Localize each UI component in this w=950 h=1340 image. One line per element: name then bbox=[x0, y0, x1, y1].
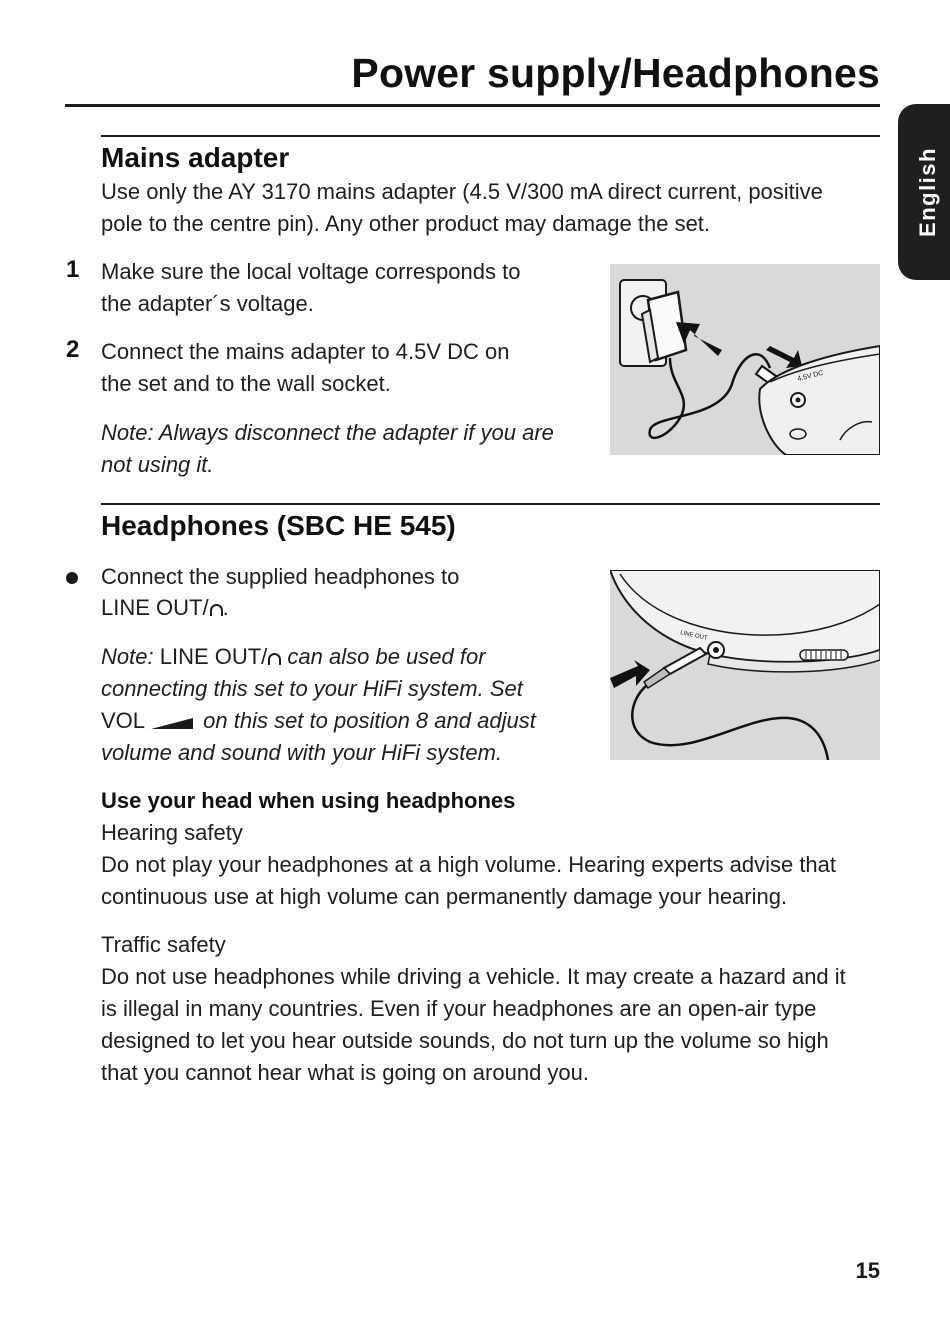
hearing-safety-title: Hearing safety bbox=[101, 820, 243, 845]
mains-adapter-illustration bbox=[610, 264, 880, 455]
line-out-socket-label: LINE OUT bbox=[679, 630, 708, 642]
section-rule-mains bbox=[101, 135, 880, 137]
bullet-point bbox=[66, 572, 78, 584]
sentence-end: . bbox=[222, 595, 229, 620]
safety-heading: Use your head when using headphones bbox=[101, 788, 516, 813]
headphones-note-line-1 bbox=[101, 641, 486, 673]
headphones-icon bbox=[210, 604, 223, 616]
headphones-bullet-line-2 bbox=[101, 592, 229, 624]
step-2-line-1: Connect the mains adapter to 4.5V DC on bbox=[101, 339, 510, 364]
headphones-note-line-2: connecting this set to your HiFi system. Set bbox=[101, 676, 523, 701]
page-number: 15 bbox=[855, 1258, 880, 1283]
title-rule bbox=[65, 104, 880, 107]
headphones-bullet-line-1: Connect the supplied headphones to bbox=[101, 564, 460, 589]
step-number: 2 bbox=[66, 336, 80, 363]
step-1-line-1: Make sure the local voltage corresponds to bbox=[101, 259, 521, 284]
mains-intro-line-1: Use only the AY 3170 mains adapter (4.5 V/300 mA direct current, positive bbox=[101, 179, 823, 204]
mains-note-line-2: not using it. bbox=[101, 452, 214, 477]
page-title: Power supply/Headphones bbox=[351, 50, 880, 96]
headphones-connection-illustration bbox=[610, 570, 880, 760]
mains-adapter-heading: Mains adapter bbox=[101, 142, 290, 173]
line-out-text: LINE OUT/ bbox=[159, 644, 268, 669]
hearing-safety-line-1: Do not play your headphones at a high volume. Hearing experts advise that bbox=[101, 852, 837, 877]
section-rule-headphones bbox=[101, 503, 880, 505]
note-label: Note: bbox=[101, 644, 154, 669]
step-number: 1 bbox=[66, 256, 80, 283]
headphones-note-line-3 bbox=[101, 705, 536, 737]
step-2-line-2: the set and to the wall socket. bbox=[101, 371, 391, 396]
traffic-safety-line-1: Do not use headphones while driving a vehicle. It may create a hazard and it bbox=[101, 964, 846, 989]
traffic-safety-line-3: designed to let you hear outside sounds, do not turn up the volume so high bbox=[101, 1028, 829, 1053]
traffic-safety-line-4: that you cannot hear what is going on around you. bbox=[101, 1060, 590, 1085]
mains-note-line-1: Note: Always disconnect the adapter if you are bbox=[101, 420, 554, 445]
adapter-drawing bbox=[610, 264, 880, 455]
vol-text: VOL bbox=[101, 708, 146, 733]
volume-wedge-icon bbox=[151, 718, 193, 729]
traffic-safety-line-2: is illegal in many countries. Even if your headphones are an open-air type bbox=[101, 996, 817, 1021]
language-tab-label: English bbox=[915, 147, 940, 237]
headphones-heading: Headphones (SBC HE 545) bbox=[101, 510, 456, 541]
note-text: can also be used for bbox=[281, 644, 486, 669]
line-out-text: LINE OUT/ bbox=[101, 595, 209, 620]
language-tab bbox=[898, 104, 950, 280]
mains-intro-line-2: pole to the centre pin). Any other product may damage the set. bbox=[101, 211, 711, 236]
headphones-drawing bbox=[610, 570, 880, 760]
headphones-icon bbox=[268, 653, 281, 665]
note-text: on this set to position 8 and adjust bbox=[197, 708, 536, 733]
headphones-note-line-4: volume and sound with your HiFi system. bbox=[101, 740, 503, 765]
traffic-safety-title: Traffic safety bbox=[101, 932, 226, 957]
adapter-jack-label: 4.5V DC bbox=[796, 369, 825, 383]
step-1-line-2: the adapter´s voltage. bbox=[101, 291, 314, 316]
hearing-safety-line-2: continuous use at high volume can permanently damage your hearing. bbox=[101, 884, 788, 909]
